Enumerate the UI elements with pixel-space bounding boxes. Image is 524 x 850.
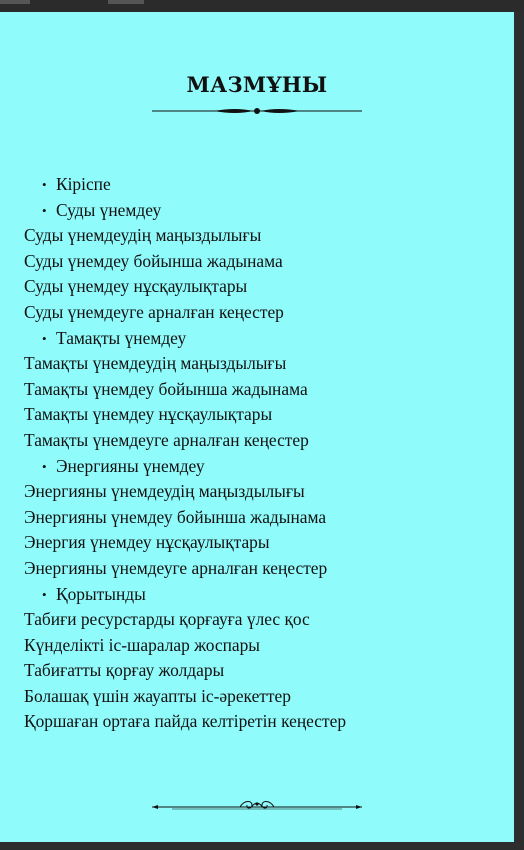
toc-item-label: Табиғи ресурстарды қорғауға үлес қос — [24, 609, 310, 630]
bullet-icon: • — [42, 586, 47, 602]
toc-item — [24, 223, 346, 249]
toc-item-label: Энергияны үнемдеу — [56, 455, 205, 476]
bullet-icon: • — [42, 458, 47, 474]
toc-item-label: Энергия үнемдеу нұсқаулықтары — [24, 532, 270, 553]
toc-item — [24, 607, 346, 633]
toc-item-label: Суды үнемдеудің маңыздылығы — [24, 225, 262, 246]
bullet-icon: • — [42, 177, 47, 192]
toc-item-label: Тамақты үнемдеу — [56, 327, 187, 348]
bullet-icon: • — [42, 202, 47, 218]
toc-item — [24, 351, 346, 377]
toc-item — [24, 633, 346, 659]
toc-item — [24, 300, 346, 326]
toc-item — [24, 556, 346, 582]
toc-item — [24, 428, 346, 454]
flourish-divider-icon — [152, 796, 362, 816]
toc-item-label: Тамақты үнемдеудің маңыздылығы — [24, 353, 287, 374]
toc-item-label: Тамақты үнемдеуге арналған кеңестер — [24, 429, 309, 450]
toc-item — [24, 684, 346, 710]
toc-item-label: Қоршаған ортаға пайда келтіретін кеңестер — [24, 711, 347, 732]
toc-section-item — [24, 582, 346, 608]
toc-item — [24, 658, 346, 684]
toc-section-item — [24, 326, 346, 352]
toc-item-label: Күнделікті іс-шаралар жоспары — [24, 634, 260, 655]
toc-item — [24, 505, 346, 531]
toc-item-label: Болашақ үшін жауапты іс-әрекеттер — [24, 685, 291, 706]
top-bar-tab — [108, 0, 144, 4]
toc-item — [24, 402, 346, 428]
toc-item-label: Суды үнемдеу нұсқаулықтары — [24, 276, 248, 297]
top-bar-tab — [0, 0, 30, 4]
frame-bottom-edge — [0, 842, 524, 850]
toc-section-item — [24, 454, 346, 480]
toc-item-label: Суды үнемдеуге арналған кеңестер — [24, 301, 284, 322]
toc-section-item — [24, 198, 346, 224]
table-of-contents — [24, 172, 346, 735]
toc-item-label: Энергияны үнемдеу бойынша жадынама — [24, 506, 327, 527]
document-page — [0, 12, 514, 842]
bullet-icon: • — [42, 330, 47, 346]
toc-item — [24, 249, 346, 275]
toc-item — [24, 377, 346, 403]
toc-item — [24, 530, 346, 556]
toc-item-label: Суды үнемдеу — [56, 199, 162, 220]
toc-item-label: Суды үнемдеу бойынша жадынама — [24, 250, 283, 271]
page-title: МАЗМҰНЫ — [186, 72, 328, 97]
toc-item-label: Энергияны үнемдеудің маңыздылығы — [24, 481, 305, 502]
toc-section-item — [24, 172, 346, 198]
toc-item-label: Тамақты үнемдеу бойынша жадынама — [24, 378, 308, 399]
ornamental-divider-icon — [152, 104, 362, 118]
toc-item — [24, 479, 346, 505]
toc-item — [24, 274, 346, 300]
frame-right-edge — [514, 12, 524, 850]
toc-item-label: Табиғатты қорғау жолдары — [24, 660, 225, 681]
toc-item — [24, 709, 346, 735]
toc-item-label: Энергияны үнемдеуге арналған кеңестер — [24, 557, 328, 578]
toc-item-label: Қорытынды — [56, 583, 146, 604]
toc-item-label: Тамақты үнемдеу нұсқаулықтары — [24, 404, 273, 425]
window-top-bar — [0, 0, 524, 12]
toc-item-label: Кіріспе — [56, 174, 111, 194]
